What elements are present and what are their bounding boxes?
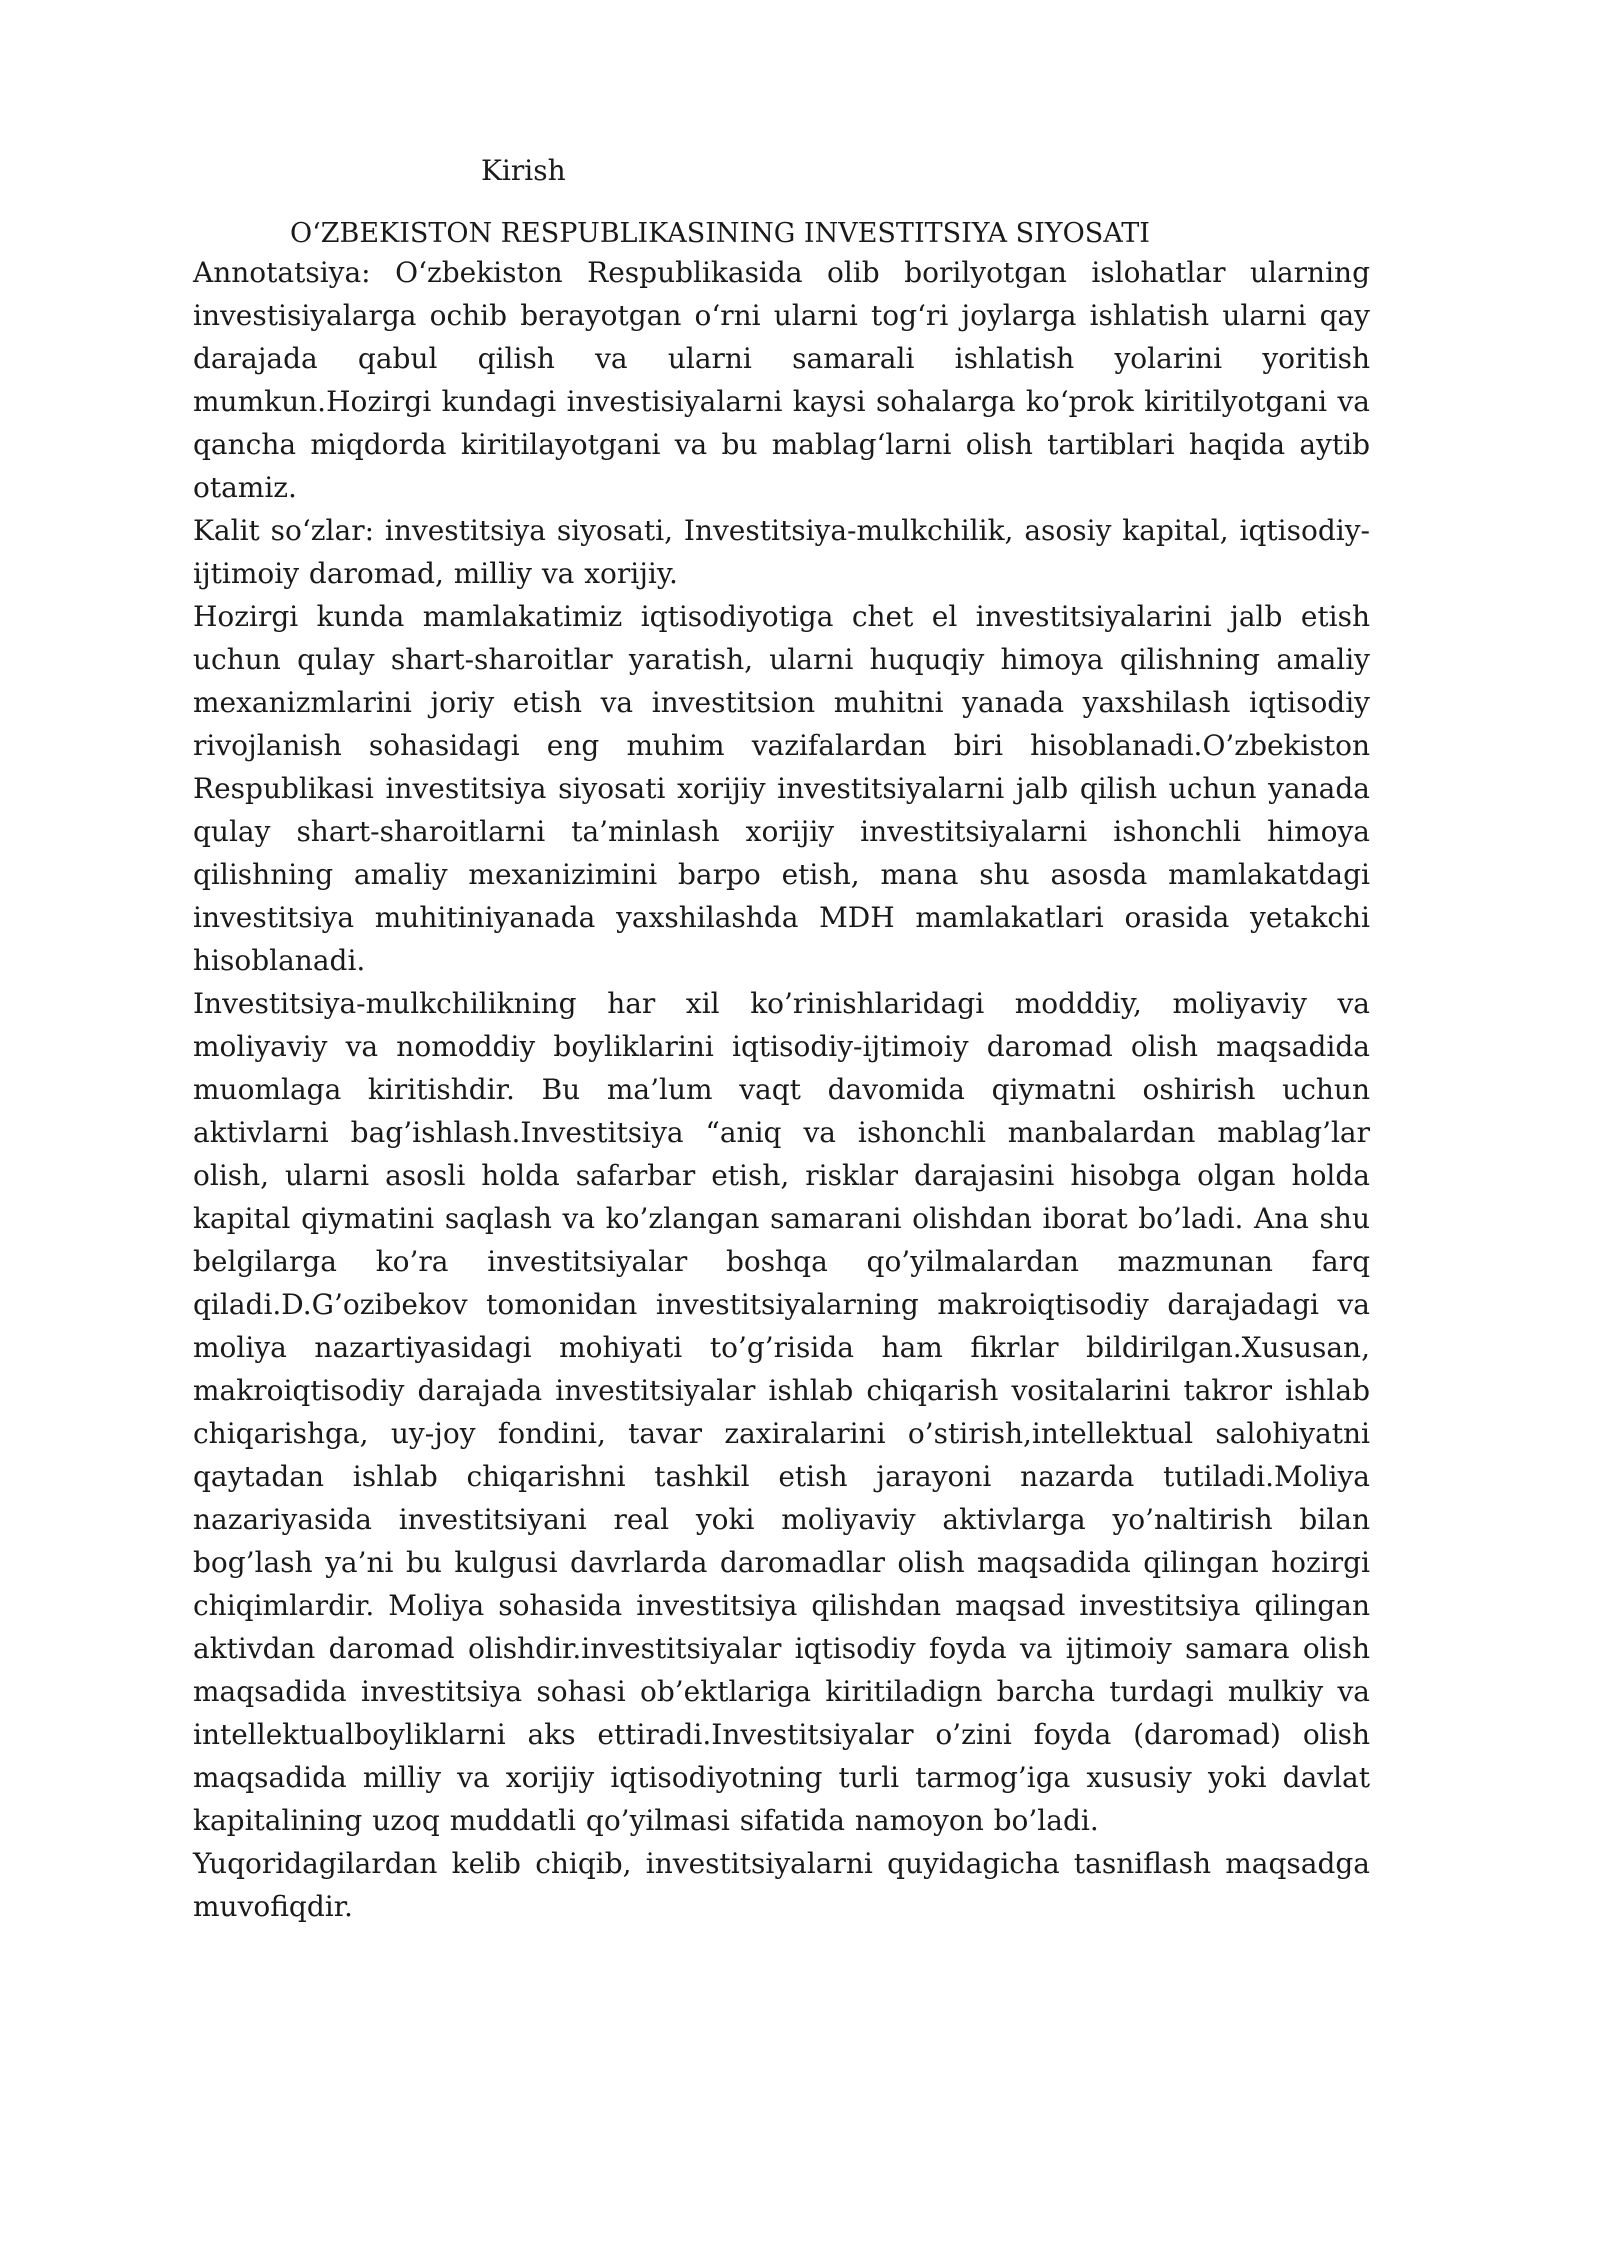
document-title: O‘ZBEKISTON RESPUBLIKASINING INVESTITSIYA SIYOSATI (290, 218, 1150, 249)
body-paragraph: Investitsiya-mulkchilikning har xil ko’rinishlaridagi modddiy, moliyaviy va moliyaviy va nomoddiy boyliklarini iqtisodiy-ijtimoiy daromad olish maqsadida muomlaga kiritishdir. Bu ma’lum vaqt davomida qiymatni oshirish uchun aktivlarni bag’ishlash.Investitsiya “aniq va ishonchli manbalardan mablag’lar olish, ularni asosli holda safarbar etish, risklar darajasini hisobga olgan holda kapital qiymatini saqlash va ko’zlangan samarani olishdan iborat bo’ladi. Ana shu belgilarga ko’ra investitsiyalar boshqa qo’yilmalardan mazmunan farq qiladi.D.G’ozibekov tomonidan investitsiyalarning makroiqtisodiy darajadagi va moliya nazartiyasidagi mohiyati to’g’risida ham fikrlar bildirilgan.Xususan, makroiqtisodiy darajada investitsiyalar ishlab chiqarish vositalarini takror ishlab chiqarishga, uy-joy fondini, tavar zaxiralarini o’stirish,intellektual salohiyatni qaytadan ishlab chiqarishni tashkil etish jarayoni nazarda tutiladi.Moliya nazariyasida investitsiyani real yoki moliyaviy aktivlarga yo’naltirish bilan bog’lash ya’ni bu kulgusi davrlarda daromadlar olish maqsadida qilingan hozirgi chiqimlardir. Moliya sohasida investitsiya qilishdan maqsad investitsiya qilingan aktivdan daromad olishdir.investitsiyalar iqtisodiy foyda va ijtimoiy samara olish maqsadida investitsiya sohasi ob’ektlariga kiritiladign barcha turdagi mulkiy va intellektualboyliklarni aks ettiradi.Investitsiyalar o’zini foyda (daromad) olish maqsadida milliy va xorijiy iqtisodiyotning turli tarmog’iga xususiy yoki davlat kapitalining uzoq muddatli qo’yilmasi sifatida namoyon bo’ladi. (193, 987, 1370, 1837)
section-heading: Kirish (481, 154, 566, 187)
keywords-paragraph: Kalit so‘zlar: investitsiya siyosati, Investitsiya-mulkchilik, asosiy kapital, iqtisodiy-ijtimoiy daromad, milliy va xorijiy. (193, 514, 1370, 590)
conclusion-paragraph: Yuqoridagilardan kelib chiqib, investitsiyalarni quyidagicha tasniflash maqsadga muvofiqdir. (193, 1847, 1370, 1923)
annotation-paragraph: Annotatsiya: O‘zbekiston Respublikasida olib borilyotgan islohatlar ularning investisiyalarga ochib berayotgan o‘rni ularni tog‘ri joylarga ishlatish ularni qay darajada qabul qilish va ularni samarali ishlatish yolarini yoritish mumkun.Hozirgi kundagi investisiyalarni kaysi sohalarga ko‘prok kiritilyotgani va qancha miqdorda kiritilayotgani va bu mablag‘larni olish tartiblari haqida aytib otamiz. (193, 256, 1370, 504)
body-paragraph: Hozirgi kunda mamlakatimiz iqtisodiyotiga chet el investitsiyalarini jalb etish uchun qulay shart-sharoitlar yaratish, ularni huquqiy himoya qilishning amaliy mexanizmlarini joriy etish va investitsion muhitni yanada yaxshilash iqtisodiy rivojlanish sohasidagi eng muhim vazifalardan biri hisoblanadi.O’zbekiston Respublikasi investitsiya siyosati xorijiy investitsiyalarni jalb qilish uchun yanada qulay shart-sharoitlarni ta’minlash xorijiy investitsiyalarni ishonchli himoya qilishning amaliy mexanizimini barpo etish, mana shu asosda mamlakatdagi investitsiya muhitiniyanada yaxshilashda MDH mamlakatlari orasida yetakchi hisoblanadi. (193, 600, 1370, 977)
document-body (193, 251, 1370, 1928)
